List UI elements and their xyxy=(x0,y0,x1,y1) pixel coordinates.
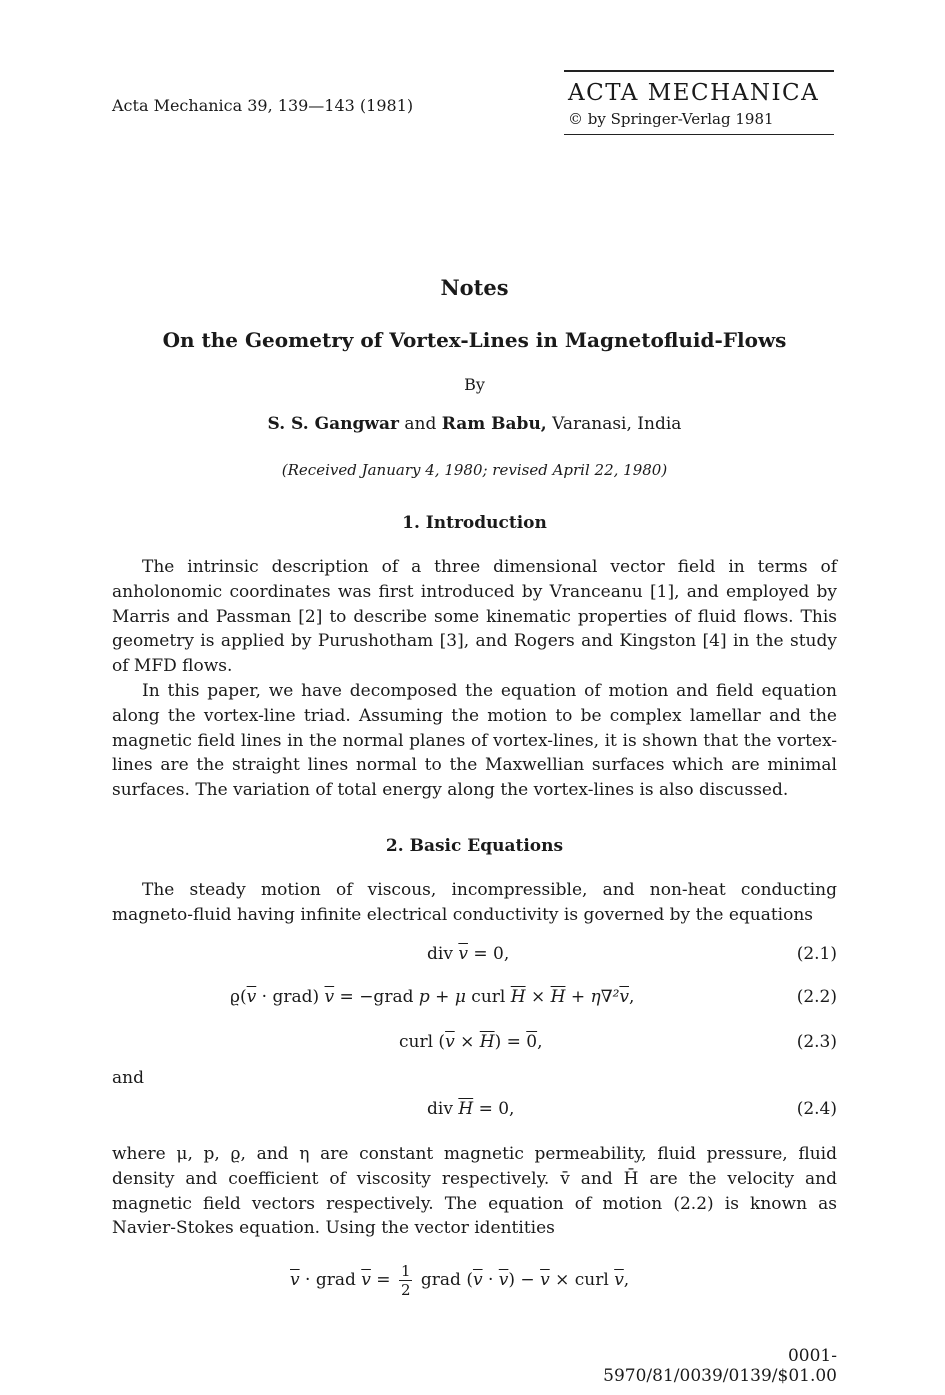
eq2-part: + xyxy=(565,987,591,1007)
eq2-h: $\overline{H}$ xyxy=(510,987,526,1007)
equation-2-3 xyxy=(112,1032,837,1060)
citation: Acta Mechanica 39, 139—143 (1981) xyxy=(112,96,414,115)
eq2-v: $\overline{v}$ xyxy=(246,987,257,1007)
frac-denominator: 2 xyxy=(400,1281,411,1299)
journal-rule-bottom xyxy=(564,134,834,135)
eq3-v: $\overline{v}$ xyxy=(445,1032,455,1052)
by-line: By xyxy=(464,375,485,394)
publisher: © by Springer-Verlag 1981 xyxy=(568,110,774,128)
id-part: · grad xyxy=(299,1270,362,1290)
intro-paragraph-2: In this paper, we have decomposed the equation of motion and field equation along the vortex-line triad. Assuming the motion to be complex lamellar and the magnetic field lines in the normal planes of vortex-lines, it is shown that the vortex-lines are the straight lines normal to the Maxwellian surfaces which are minimal surfaces. The variation of total energy along the vortex-lines is also discussed. xyxy=(112,680,837,801)
id-v: $\overline{v}$ xyxy=(498,1270,509,1290)
eq2-part: η∇² xyxy=(590,987,620,1007)
article-code: 0001-5970/81/0039/0139/$01.00 xyxy=(603,1346,837,1386)
eq4-lhs: div xyxy=(427,1099,453,1119)
vector-identity xyxy=(112,1262,837,1302)
equation-2-2 xyxy=(112,987,837,1015)
eq2-v: $\overline{v}$ xyxy=(619,987,629,1007)
eq2-v: $\overline{v}$ xyxy=(324,987,335,1007)
eq4-var: $\overline{H}$ xyxy=(458,1099,474,1119)
id-part: , xyxy=(623,1270,630,1290)
eq2-part: , xyxy=(629,987,635,1007)
basic-paragraph-1: The steady motion of viscous, incompressible, and non-heat conducting magneto-fluid having infinite electrical conductivity is governed by the equations xyxy=(112,880,837,925)
eq2-part: p xyxy=(418,987,430,1007)
frac-numerator: 1 xyxy=(400,1262,411,1280)
where-paragraph: where μ, p, ϱ, and η are constant magnetic permeability, fluid pressure, fluid density and coefficient of viscosity respectively. v̄ and H̄ are the velocity and magnetic field vectors respectively. The equation of motion (2.2) is known as Navier-Stokes equation. Using the vector identities xyxy=(112,1144,837,1239)
intro-body xyxy=(112,555,837,803)
journal-box xyxy=(564,70,834,135)
eq3-part: ) = xyxy=(494,1032,527,1052)
eq2-part: = −grad xyxy=(334,987,419,1007)
eq2-number: (2.2) xyxy=(796,987,837,1007)
eq3-h: $\overline{H}$ xyxy=(479,1032,495,1052)
eq2-part: ϱ( xyxy=(230,987,247,1007)
id-v: $\overline{v}$ xyxy=(472,1270,483,1290)
basic-body xyxy=(112,878,837,928)
id-part: grad ( xyxy=(415,1270,473,1290)
id-part: ) − xyxy=(508,1270,541,1290)
author-2: Ram Babu, xyxy=(441,414,547,434)
id-v: $\overline{v}$ xyxy=(614,1270,624,1290)
eq3-part: × xyxy=(454,1032,480,1052)
basic-heading: 2. Basic Equations xyxy=(385,836,564,856)
authors-and: and xyxy=(404,414,437,434)
eq4-number: (2.4) xyxy=(796,1099,837,1119)
eq2-part: · grad) xyxy=(256,987,325,1007)
id-part: · xyxy=(482,1270,499,1290)
id-v: $\overline{v}$ xyxy=(290,1270,300,1290)
eq2-part: curl xyxy=(465,987,511,1007)
received-dates: (Received January 4, 1980; revised April 22, 1980) xyxy=(281,461,668,479)
paper-title: On the Geometry of Vortex-Lines in Magnetofluid-Flows xyxy=(162,328,787,352)
eq1-lhs: div xyxy=(427,944,453,964)
equation-2-4 xyxy=(112,1099,837,1127)
section-label: Notes xyxy=(440,275,509,300)
eq4-rhs: = 0, xyxy=(478,1099,515,1119)
eq3-zero: 0 xyxy=(526,1032,538,1052)
id-v: $\overline{v}$ xyxy=(540,1270,550,1290)
id-v: $\overline{v}$ xyxy=(361,1270,371,1290)
author-location: Varanasi, India xyxy=(552,414,682,434)
eq2-part: × xyxy=(525,987,551,1007)
eq2-part: μ xyxy=(454,987,466,1007)
id-part: = xyxy=(370,1270,396,1290)
and-connector: and xyxy=(112,1068,144,1088)
eq3-part: curl ( xyxy=(399,1032,446,1052)
eq3-number: (2.3) xyxy=(796,1032,837,1052)
author-1: S. S. Gangwar xyxy=(267,414,399,434)
where-body xyxy=(112,1142,837,1241)
eq1-rhs: = 0, xyxy=(473,944,510,964)
eq2-h: $\overline{H}$ xyxy=(550,987,566,1007)
authors xyxy=(112,414,837,434)
id-part: × curl xyxy=(549,1270,615,1290)
intro-heading: 1. Introduction xyxy=(402,513,547,533)
fraction-one-half xyxy=(399,1262,413,1299)
journal-rule-top xyxy=(564,70,834,72)
equation-2-1 xyxy=(112,944,837,972)
journal-name: ACTA MECHANICA xyxy=(568,80,820,106)
intro-paragraph-1: The intrinsic description of a three dimensional vector field in terms of anholonomic coordinates was first introduced by Vranceanu [1], and employed by Marris and Passman [2] to describe some kinematic properties of fluid flows. This geometry is applied by Purushotham [3], and Rogers and Kingston [4] in the study of MFD flows. xyxy=(112,557,837,677)
eq2-part: + xyxy=(429,987,455,1007)
eq1-number: (2.1) xyxy=(796,944,837,964)
eq3-part: , xyxy=(537,1032,543,1052)
eq1-var: $\overline{v}$ xyxy=(458,944,468,964)
